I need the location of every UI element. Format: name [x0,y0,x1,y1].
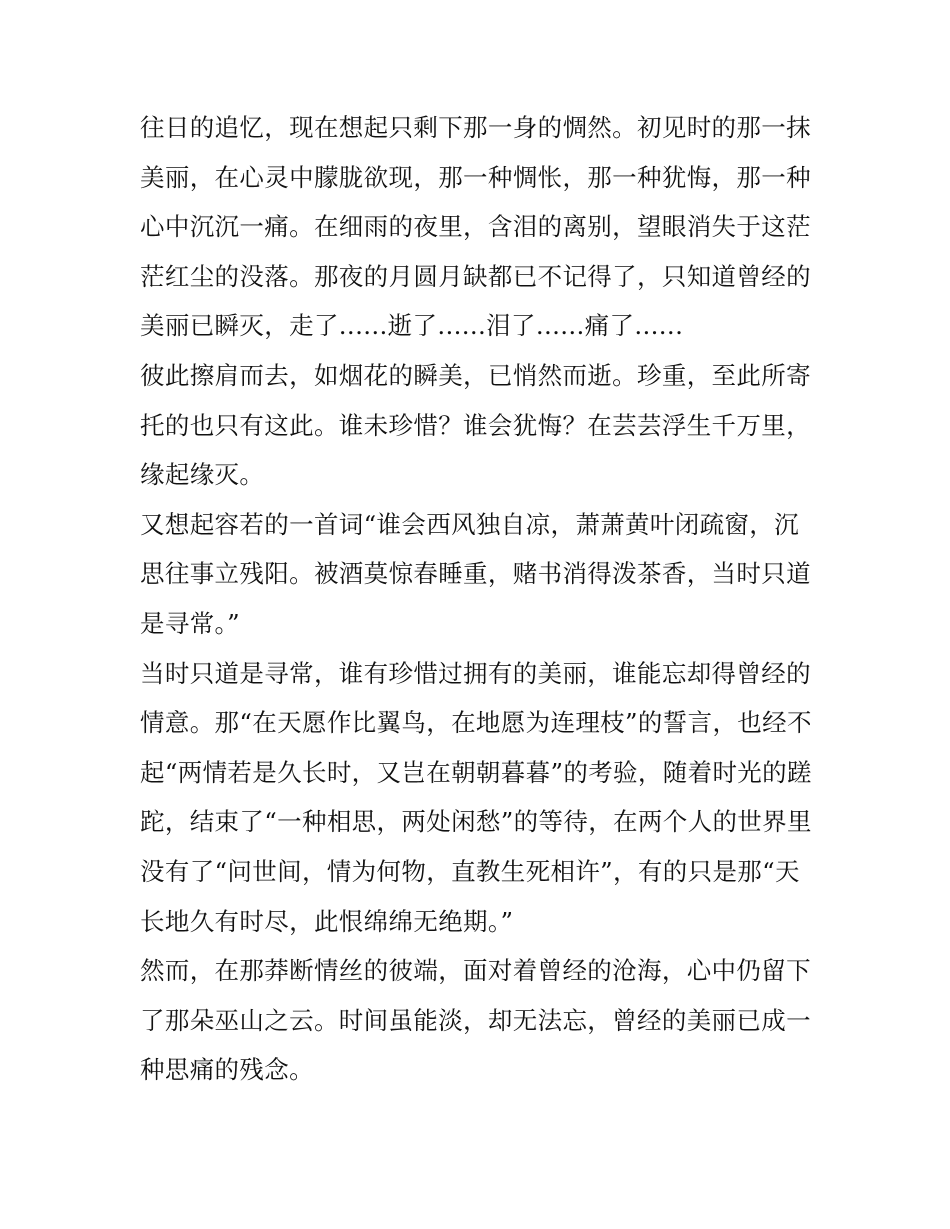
text-line: 心中沉沉一痛。在细雨的夜里，含泪的离别，望眼消失于这茫 [140,212,811,242]
text-line: 美丽，在心灵中朦胧欲现，那一种惆怅，那一种犹悔，那一种 [140,162,811,192]
text-line: 彼此擦肩而去，如烟花的瞬美，已悄然而逝。珍重，至此所寄 [140,360,811,390]
text-line: 然而，在那莽断情丝的彼端，面对着曾经的沧海，心中仍留下 [140,956,811,986]
text-line: 长地久有时尽，此恨绵绵无绝期。” [140,906,514,936]
text-line: 跎，结束了“一种相思，两处闲愁”的等待，在两个人的世界里 [140,807,812,837]
text-line: 美丽已瞬灭，走了......逝了......泪了......痛了...... [140,311,684,341]
text-line: 缘起缘灭。 [140,460,265,490]
text-line: 托的也只有这此。谁未珍惜？谁会犹悔？在芸芸浮生千万里， [140,410,811,440]
text-body [140,103,820,1095]
text-line: 情意。那“在天愿作比翼鸟，在地愿为连理枝”的誓言，也经不 [140,708,812,738]
text-line: 当时只道是寻常，谁有珍惜过拥有的美丽，谁能忘却得曾经的 [140,658,811,688]
text-line: 又想起容若的一首词“谁会西风独自凉，萧萧黄叶闭疏窗，沉 [140,509,799,539]
text-line: 种思痛的残念。 [140,1055,314,1085]
text-line: 是寻常。” [140,608,241,638]
text-line: 了那朵巫山之云。时间虽能淡，却无法忘，曾经的美丽已成一 [140,1005,811,1035]
text-line: 往日的追忆，现在想起只剩下那一身的惆然。初见时的那一抹 [140,113,811,142]
text-line: 思往事立残阳。被酒莫惊春睡重，赌书消得泼茶香，当时只道 [140,559,811,589]
text-line: 起“两情若是久长时，又岂在朝朝暮暮”的考验，随着时光的蹉 [140,757,812,787]
text-line: 没有了“问世间，情为何物，直教生死相许”，有的只是那“天 [140,856,800,886]
text-line: 茫红尘的没落。那夜的月圆月缺都已不记得了，只知道曾经的 [140,261,811,291]
